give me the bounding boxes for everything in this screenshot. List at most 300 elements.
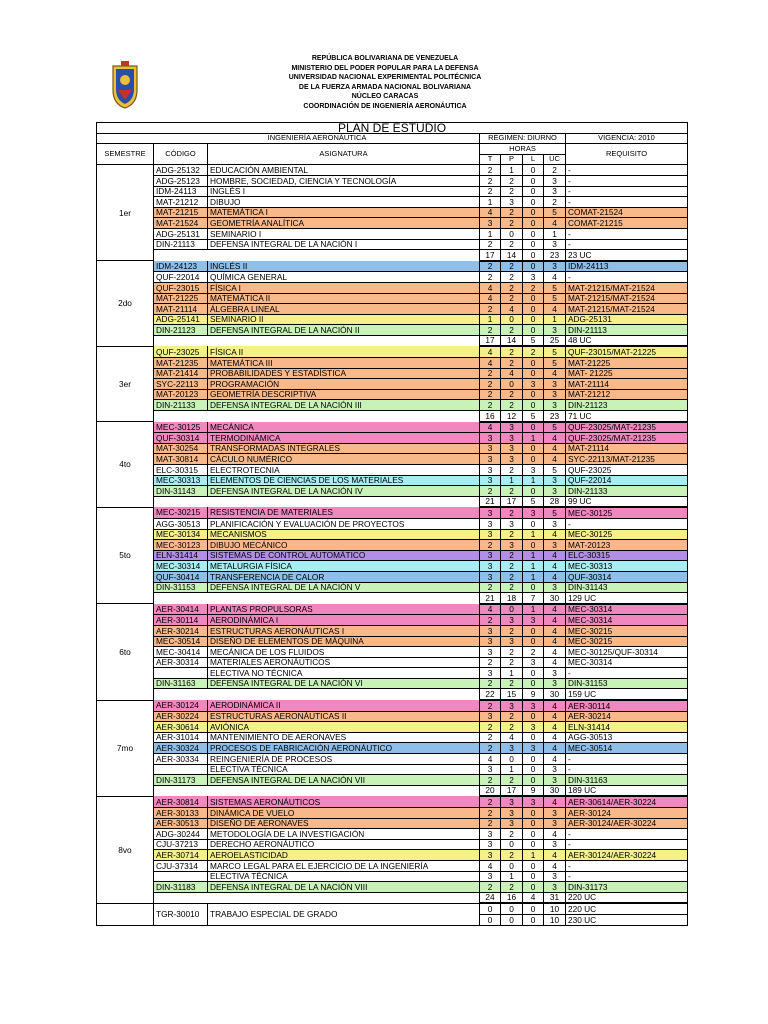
table-row (97, 657, 688, 668)
hours-t: 4 (480, 860, 501, 871)
credits-uc: 3 (544, 540, 566, 551)
course-code: IDM-24113 (154, 186, 208, 197)
course-code: MEC-30514 (154, 636, 208, 647)
requisite: AGG-30513 (566, 732, 688, 743)
course-name: FÍSICA II (208, 346, 480, 357)
credits-uc: 1 (544, 314, 566, 325)
hours-p: 2 (501, 561, 523, 572)
course-name: DINÁMICA DE VUELO (208, 808, 480, 819)
hours-p: 3 (501, 454, 523, 465)
hours-t: 3 (480, 625, 501, 636)
hours-p: 2 (501, 272, 523, 283)
hours-t: 4 (480, 282, 501, 293)
course-code: QUF-23015 (154, 282, 208, 293)
hours-l: 3 (523, 465, 544, 476)
table-row (97, 186, 688, 197)
course-code: IDM-24123 (154, 261, 208, 272)
table-row (97, 625, 688, 636)
hours-t: 3 (480, 636, 501, 647)
hours-p: 3 (501, 636, 523, 647)
header-horas: HORAS (480, 144, 566, 155)
total-p: 18 (501, 593, 523, 604)
hours-t: 3 (480, 711, 501, 722)
header-uc: UC (544, 154, 566, 165)
header-semestre: SEMESTRE (97, 144, 154, 165)
hours-p: 1 (501, 475, 523, 486)
requisite: - (566, 197, 688, 208)
hours-l: 3 (523, 700, 544, 711)
credits-uc: 3 (544, 239, 566, 250)
requisite: - (566, 668, 688, 679)
plan-title: PLAN DE ESTUDIO (97, 123, 688, 134)
requisite: - (566, 228, 688, 239)
requisite: DIN-31143 (566, 582, 688, 593)
table-row (97, 732, 688, 743)
credits-uc: 2 (544, 165, 566, 176)
header-line: NÚCLEO CARACAS (351, 93, 419, 101)
course-name: DERECHO AERONÁUTICO (208, 839, 480, 850)
course-name: RESISTENCIA DE MATERIALES (208, 507, 480, 518)
course-code: AER-30513 (154, 818, 208, 829)
course-name: DISEÑO DE ELEMENTOS DE MÁQUINA (208, 636, 480, 647)
requisite: AER-30124 (566, 808, 688, 819)
empty-cell (154, 689, 208, 700)
cumulative-uc: 71 UC (566, 411, 688, 422)
course-code: AER-31014 (154, 732, 208, 743)
requisite: AER-30114 (566, 700, 688, 711)
hours-l: 0 (523, 871, 544, 882)
course-name: PLANTAS PROPULSORAS (208, 604, 480, 615)
credits-uc: 3 (544, 379, 566, 390)
hours-t: 2 (480, 775, 501, 786)
cumulative-uc: 48 UC (566, 335, 688, 346)
course-name: DEFENSA INTEGRAL DE LA NACIÓN III (208, 400, 480, 411)
course-name: ESTRUCTURAS AERONÁUTICAS II (208, 711, 480, 722)
hours-p: 2 (501, 282, 523, 293)
table-row (97, 261, 688, 272)
credits-uc: 3 (544, 261, 566, 272)
requisite: AER-30124/AER-30224 (566, 818, 688, 829)
credits-uc: 5 (544, 465, 566, 476)
credits-uc: 4 (544, 732, 566, 743)
course-code: DIN-21123 (154, 325, 208, 336)
hours-p: 3 (501, 518, 523, 529)
requisite: - (566, 871, 688, 882)
total-l: 5 (523, 411, 544, 422)
hours-t: 3 (480, 647, 501, 658)
hours-p: 1 (501, 668, 523, 679)
total-l: 5 (523, 496, 544, 507)
hours-l: 1 (523, 550, 544, 561)
credits-uc: 10 (544, 914, 566, 925)
course-name: ESTRUCTURAS AERONÁUTICAS I (208, 625, 480, 636)
empty-cell (154, 593, 208, 604)
hours-p: 2 (501, 465, 523, 476)
header-asignatura: ASIGNATURA (208, 144, 480, 165)
credits-uc: 5 (544, 346, 566, 357)
credits-uc: 4 (544, 550, 566, 561)
requisite: ADG-25131 (566, 314, 688, 325)
credits-uc: 2 (544, 197, 566, 208)
hours-p: 2 (501, 346, 523, 357)
requisite: DIN-31153 (566, 678, 688, 689)
hours-l: 1 (523, 571, 544, 582)
semester-total-row (97, 892, 688, 903)
hours-l: 0 (523, 711, 544, 722)
empty-cell (208, 250, 480, 261)
hours-p: 1 (501, 871, 523, 882)
hours-l: 0 (523, 186, 544, 197)
credits-uc: 4 (544, 657, 566, 668)
empty-cell (208, 689, 480, 700)
total-l: 9 (523, 785, 544, 796)
requisite: MEC-30125/QUF-30314 (566, 647, 688, 658)
course-name: SISTEMAS DE CONTROL AUTOMÁTICO (208, 550, 480, 561)
hours-p: 2 (501, 829, 523, 840)
course-code: CJU-37314 (154, 860, 208, 871)
hours-p: 4 (501, 368, 523, 379)
cumulative-uc: 230 UC (566, 914, 688, 925)
requisite: MAT-21215/MAT-21524 (566, 304, 688, 315)
requisite: MAT-21215/MAT-21524 (566, 293, 688, 304)
hours-t: 3 (480, 550, 501, 561)
course-name: DIBUJO MECÁNICO (208, 540, 480, 551)
course-name: ELEMENTOS DE CIENCIAS DE LOS MATERIALES (208, 475, 480, 486)
table-row (97, 700, 688, 711)
hours-l: 0 (523, 914, 544, 925)
hours-t: 4 (480, 422, 501, 433)
course-name: METALURGIA FÍSICA (208, 561, 480, 572)
hours-l: 0 (523, 165, 544, 176)
credits-uc: 3 (544, 871, 566, 882)
hours-l: 3 (523, 743, 544, 754)
hours-p: 3 (501, 808, 523, 819)
course-name: HOMBRE, SOCIEDAD, CIENCIA Y TECNOLOGÍA (208, 175, 480, 186)
hours-p: 2 (501, 657, 523, 668)
hours-t: 3 (480, 218, 501, 229)
table-row (97, 775, 688, 786)
hours-p: 2 (501, 507, 523, 518)
total-p: 12 (501, 411, 523, 422)
course-code: ADG-30244 (154, 829, 208, 840)
header-line: DE LA FUERZA ARMADA NACIONAL BOLIVARIANA (298, 83, 472, 91)
requisite: DIN-31173 (566, 882, 688, 893)
hours-p: 2 (501, 358, 523, 369)
total-t: 17 (480, 250, 501, 261)
hours-t: 2 (480, 486, 501, 497)
requisite: DIN-21133 (566, 486, 688, 497)
hours-p: 2 (501, 389, 523, 400)
hours-p: 2 (501, 400, 523, 411)
course-name: TRANSFERENCIA DE CALOR (208, 571, 480, 582)
hours-t: 1 (480, 197, 501, 208)
hours-t: 3 (480, 433, 501, 444)
credits-uc: 5 (544, 293, 566, 304)
course-name: AERODINÁMICA I (208, 615, 480, 626)
hours-p: 2 (501, 678, 523, 689)
requisite: MEC-30125 (566, 529, 688, 540)
semester-total-row (97, 411, 688, 422)
requisite: MEC-30125 (566, 507, 688, 518)
course-name: SEMINARIO II (208, 314, 480, 325)
course-code: MEC-30134 (154, 529, 208, 540)
table-row (97, 197, 688, 208)
course-name: METODOLOGÍA DE LA INVESTIGACIÓN (208, 829, 480, 840)
course-name: ELECTIVA NO TÉCNICA (208, 668, 480, 679)
semester-label: 4to (97, 422, 154, 508)
hours-l: 3 (523, 796, 544, 807)
table-row (97, 882, 688, 893)
table-row (97, 314, 688, 325)
hours-p: 3 (501, 422, 523, 433)
hours-t: 3 (480, 668, 501, 679)
hours-l: 0 (523, 903, 544, 914)
course-name: INGLÉS II (208, 261, 480, 272)
table-row (97, 529, 688, 540)
program-name: INGENIERÍA AERONÁUTICA (97, 133, 480, 144)
table-row (97, 422, 688, 433)
course-code (154, 871, 208, 882)
hours-l: 2 (523, 346, 544, 357)
credits-uc: 4 (544, 754, 566, 765)
hours-l: 0 (523, 625, 544, 636)
requisite: - (566, 165, 688, 176)
credits-uc: 3 (544, 582, 566, 593)
total-p: 15 (501, 689, 523, 700)
requisite: - (566, 272, 688, 283)
course-name: MANTENIMIENTO DE AERONAVES (208, 732, 480, 743)
course-code: AER-30114 (154, 615, 208, 626)
requisite: MEC-30314 (566, 604, 688, 615)
hours-t: 3 (480, 454, 501, 465)
table-row (97, 550, 688, 561)
table-row (97, 358, 688, 369)
hours-p: 4 (501, 732, 523, 743)
semester-label: 5to (97, 507, 154, 603)
credits-uc: 4 (544, 700, 566, 711)
credits-uc: 4 (544, 454, 566, 465)
total-t: 20 (480, 785, 501, 796)
credits-uc: 4 (544, 722, 566, 733)
semester-label: 1er (97, 165, 154, 261)
course-code: MAT-21225 (154, 293, 208, 304)
hours-p: 2 (501, 261, 523, 272)
hours-t: 3 (480, 475, 501, 486)
credits-uc: 4 (544, 272, 566, 283)
hours-l: 0 (523, 207, 544, 218)
course-name: QUÍMICA GENERAL (208, 272, 480, 283)
hours-t: 2 (480, 743, 501, 754)
course-name: DEFENSA INTEGRAL DE LA NACIÓN II (208, 325, 480, 336)
hours-l: 0 (523, 325, 544, 336)
course-code: ELC-30315 (154, 465, 208, 476)
credits-uc: 4 (544, 615, 566, 626)
hours-l: 0 (523, 218, 544, 229)
hours-p: 0 (501, 914, 523, 925)
empty-cell (154, 411, 208, 422)
hours-t: 2 (480, 615, 501, 626)
hours-p: 1 (501, 764, 523, 775)
header-t: T (480, 154, 501, 165)
hours-l: 0 (523, 764, 544, 775)
table-row (97, 486, 688, 497)
hours-p: 2 (501, 850, 523, 861)
hours-p: 2 (501, 207, 523, 218)
cumulative-uc: 220 UC (566, 892, 688, 903)
hours-l: 2 (523, 647, 544, 658)
credits-uc: 4 (544, 571, 566, 582)
table-row (97, 175, 688, 186)
course-name: ELECTROTECNIA (208, 465, 480, 476)
course-code: MEC-30215 (154, 507, 208, 518)
course-name: GEOMETRÍA DESCRIPTIVA (208, 389, 480, 400)
semester-label: 2do (97, 261, 154, 347)
hours-p: 0 (501, 839, 523, 850)
hours-p: 0 (501, 903, 523, 914)
header-line: MINISTERIO DEL PODER POPULAR PARA LA DEFENSA (291, 64, 479, 72)
course-code: ELN-31414 (154, 550, 208, 561)
hours-p: 2 (501, 571, 523, 582)
study-plan-table (96, 122, 688, 926)
hours-l: 1 (523, 604, 544, 615)
total-l: 5 (523, 335, 544, 346)
course-name: DISEÑO DE AERONAVES (208, 818, 480, 829)
table-row (97, 871, 688, 882)
requisite: - (566, 186, 688, 197)
hours-t: 4 (480, 346, 501, 357)
hours-l: 0 (523, 860, 544, 871)
hours-t: 2 (480, 389, 501, 400)
course-name: MATEMÁTICA III (208, 358, 480, 369)
empty-cell (154, 892, 208, 903)
course-code: TGR-30010 (154, 903, 208, 925)
total-p: 14 (501, 335, 523, 346)
credits-uc: 4 (544, 433, 566, 444)
course-name: PROCESOS DE FABRICACIÓN AERONÁUTICO (208, 743, 480, 754)
hours-l: 0 (523, 540, 544, 551)
hours-p: 2 (501, 529, 523, 540)
course-name: MARCO LEGAL PARA EL EJERCICIO DE LA INGENIERÍA (208, 860, 480, 871)
hours-l: 0 (523, 732, 544, 743)
university-seal-icon (110, 60, 140, 110)
requisite: ELN-31414 (566, 722, 688, 733)
hours-l: 0 (523, 636, 544, 647)
table-row (97, 808, 688, 819)
hours-t: 2 (480, 582, 501, 593)
course-name: MATERIALES AERONÁUTICOS (208, 657, 480, 668)
table-row (97, 829, 688, 840)
semester-label: 6to (97, 604, 154, 700)
empty-cell (208, 785, 480, 796)
credits-uc: 3 (544, 839, 566, 850)
cumulative-uc: 159 UC (566, 689, 688, 700)
hours-l: 1 (523, 561, 544, 572)
course-code: AER-30334 (154, 754, 208, 765)
course-code: AER-30414 (154, 604, 208, 615)
credits-uc: 4 (544, 860, 566, 871)
credits-uc: 3 (544, 764, 566, 775)
hours-l: 0 (523, 228, 544, 239)
total-uc: 30 (544, 785, 566, 796)
course-name: REINGENIERÍA DE PROCESOS (208, 754, 480, 765)
requisite: - (566, 829, 688, 840)
course-name: FÍSICA I (208, 282, 480, 293)
hours-l: 0 (523, 486, 544, 497)
table-row (97, 207, 688, 218)
table-row (97, 818, 688, 829)
table-row (97, 389, 688, 400)
requisite: - (566, 518, 688, 529)
requisite: IDM-24113 (566, 261, 688, 272)
credits-uc: 4 (544, 368, 566, 379)
requisite: DIN-21123 (566, 400, 688, 411)
hours-p: 0 (501, 860, 523, 871)
course-name: DEFENSA INTEGRAL DE LA NACIÓN VI (208, 678, 480, 689)
hours-p: 3 (501, 197, 523, 208)
header-line: COORDINACIÓN DE INGENIERÍA AERONÁUTICA (303, 102, 467, 110)
requisite: COMAT-21215 (566, 218, 688, 229)
course-code: AER-30224 (154, 711, 208, 722)
credits-uc: 4 (544, 711, 566, 722)
semester-label: 8vo (97, 796, 154, 903)
credits-uc: 4 (544, 304, 566, 315)
total-uc: 31 (544, 892, 566, 903)
hours-t: 3 (480, 829, 501, 840)
total-p: 17 (501, 496, 523, 507)
hours-l: 0 (523, 518, 544, 529)
total-uc: 23 (544, 411, 566, 422)
hours-t: 2 (480, 186, 501, 197)
hours-t: 2 (480, 722, 501, 733)
course-name: DEFENSA INTEGRAL DE LA NACIÓN VII (208, 775, 480, 786)
hours-t: 3 (480, 443, 501, 454)
course-name: ELECTIVA TÉCNICA (208, 871, 480, 882)
hours-t: 3 (480, 850, 501, 861)
cumulative-uc: 189 UC (566, 785, 688, 796)
table-row (97, 346, 688, 357)
semester-label: 7mo (97, 700, 154, 796)
hours-p: 2 (501, 882, 523, 893)
total-l: 0 (523, 250, 544, 261)
hours-l: 0 (523, 368, 544, 379)
cumulative-uc: 99 UC (566, 496, 688, 507)
cumulative-uc: 129 UC (566, 593, 688, 604)
table-row (97, 604, 688, 615)
hours-t: 3 (480, 839, 501, 850)
hours-l: 1 (523, 475, 544, 486)
course-code: MAT-21215 (154, 207, 208, 218)
requisite: MAT-21114 (566, 379, 688, 390)
credits-uc: 10 (544, 903, 566, 914)
hours-l: 0 (523, 754, 544, 765)
table-row (97, 304, 688, 315)
course-name: PROBABILIDADES Y ESTADÍSTICA (208, 368, 480, 379)
requisite: MAT-20123 (566, 540, 688, 551)
table-row (97, 443, 688, 454)
table-row (97, 379, 688, 390)
hours-p: 2 (501, 711, 523, 722)
course-code: QUF-30414 (154, 571, 208, 582)
cumulative-uc: 220 UC (566, 903, 688, 914)
credits-uc: 4 (544, 529, 566, 540)
hours-p: 2 (501, 293, 523, 304)
hours-p: 2 (501, 486, 523, 497)
course-code: ADG-25132 (154, 165, 208, 176)
course-name: DEFENSA INTEGRAL DE LA NACIÓN IV (208, 486, 480, 497)
empty-cell (208, 892, 480, 903)
course-name: GEOMETRÍA ANALÍTICA (208, 218, 480, 229)
empty-cell (154, 496, 208, 507)
